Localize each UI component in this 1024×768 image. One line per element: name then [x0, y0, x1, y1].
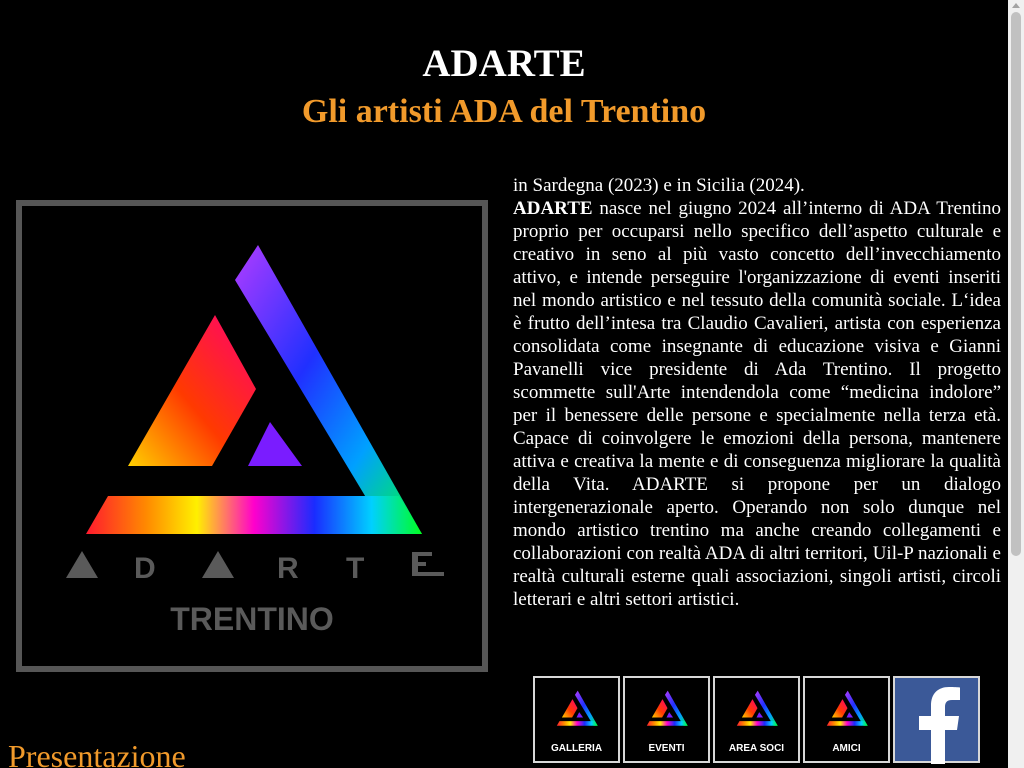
logo-caption: TRENTINO: [170, 601, 334, 637]
article-first-line: in Sardegna (2023) e in Sicilia (2024).: [513, 175, 805, 196]
adarte-logo: [16, 200, 488, 672]
nav-area-soci-label: AREA SOCI: [728, 743, 785, 754]
article-body: nasce nel giugno 2024 all’interno di ADA Trentino proprio per occuparsi nello specifico dell’aspetto culturale e creativo in seno al più vasto concetto dell’invecchiamento attivo, e intende perseguire l'organizzazione di eventi inseriti nel mondo artistico e nel tessuto della comunità sociale. L‘idea è frutto dell’intesa tra Claudio Cavalieri, artista con esperienza consolidata come insegnante di educazione visiva e Gianni Pavanelli vice presidente di Ada Trentino. Il progetto scommette sull'Arte intendendola come “medicina indolore” per il benessere delle persone e specialmente nella terza età. Capace di coinvolgere le emozioni della persona, mantenere attiva e creativa la mente e di conseguenza migliorare la qualità della Vita. ADARTE si propone per un dialogo intergenerazionale aperto. Operando non solo dunque nel mondo artistico trentino ma anche creando collegamenti e collaborazioni con realtà ADA di altri territori, Uil-P nazionali e realtà culturali esterne quali associazioni, singoli artisti, circoli letterari e altri settori artistici.: [513, 198, 1001, 610]
adarte-logo-graphic: [22, 206, 482, 666]
logo-letter-r: R: [277, 552, 299, 585]
facebook-link-button[interactable]: [893, 676, 980, 763]
article-lead-bold: ADARTE: [513, 198, 593, 219]
vertical-scrollbar[interactable]: [1008, 0, 1024, 768]
nav-eventi-button[interactable]: [623, 676, 710, 763]
adarte-mini-logo-icon: [639, 684, 695, 734]
nav-galleria-label: GALLERIA: [550, 743, 603, 754]
nav-tiles: [533, 676, 980, 764]
logo-letter-d: D: [134, 552, 156, 585]
nav-amici-label: AMICI: [832, 743, 861, 754]
article-text: [513, 174, 1001, 611]
logo-letter-e-mark: [412, 552, 444, 576]
adarte-mini-logo-icon: [549, 684, 605, 734]
nav-amici-button[interactable]: [803, 676, 890, 763]
section-heading-presentazione: Presentazione: [8, 738, 186, 768]
facebook-icon: [917, 686, 961, 764]
site-subtitle: Gli artisti ADA del Trentino: [301, 93, 707, 130]
nav-eventi-label: EVENTI: [648, 743, 685, 754]
scroll-up-arrow-icon[interactable]: [1012, 3, 1020, 8]
scrollbar-thumb[interactable]: [1011, 12, 1021, 556]
nav-galleria-button[interactable]: [533, 676, 620, 763]
adarte-mini-logo-icon: [819, 684, 875, 734]
site-title: ADARTE: [422, 42, 586, 85]
article-paragraph: [513, 197, 1001, 611]
adarte-mini-logo-icon: [729, 684, 785, 734]
logo-letter-t: T: [346, 552, 365, 585]
nav-area-soci-button[interactable]: [713, 676, 800, 763]
